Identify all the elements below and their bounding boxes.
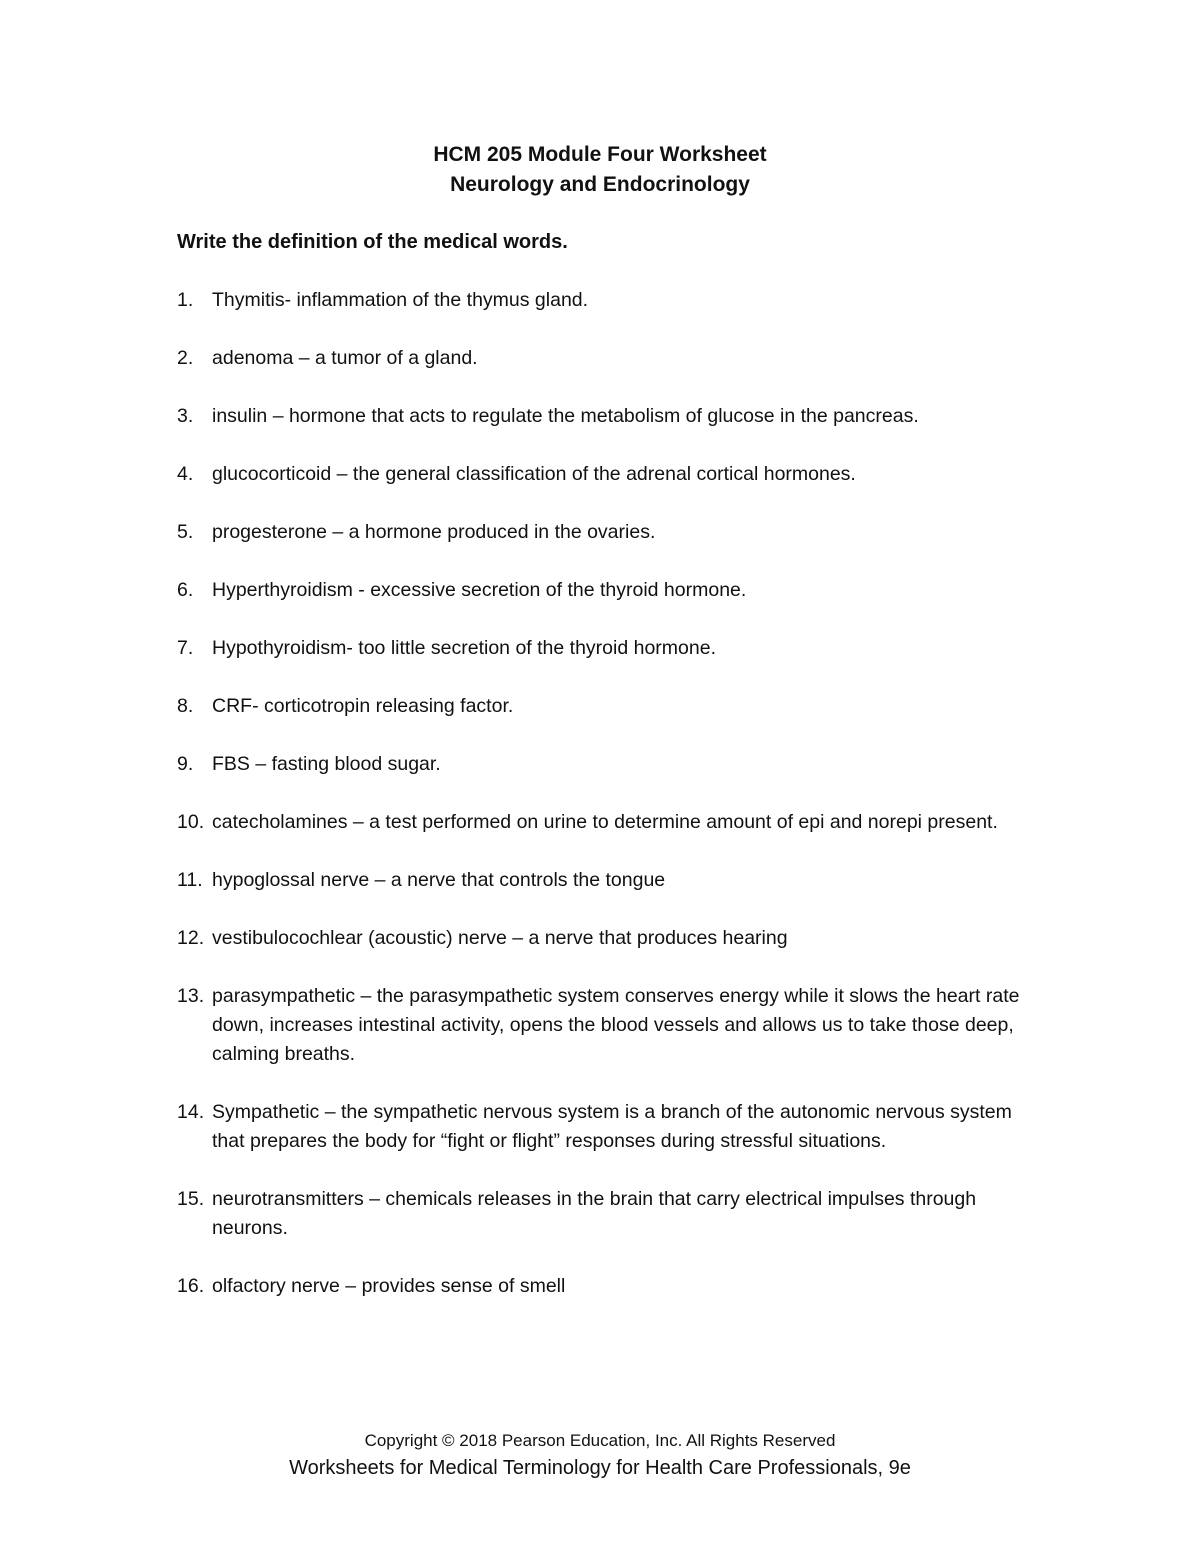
item-number: 14.: [177, 1101, 205, 1123]
item-number: 7.: [177, 637, 194, 659]
item-text: FBS – fasting blood sugar.: [212, 753, 441, 775]
list-item: [177, 808, 1047, 837]
list-item: [177, 866, 1047, 895]
item-number: 11.: [177, 869, 203, 891]
worksheet-subtitle: Neurology and Endocrinology: [450, 173, 750, 196]
item-number: 8.: [177, 695, 194, 717]
list-item: [177, 924, 1047, 953]
item-number: 16.: [177, 1275, 205, 1297]
item-number: 2.: [177, 347, 194, 369]
item-text: Sympathetic – the sympathetic nervous system is a branch of the autonomic nervous system that prepares the body for “fight or flight” responses during stressful situations.: [212, 1101, 1012, 1152]
worksheet-title: HCM 205 Module Four Worksheet: [433, 143, 767, 166]
definition-list: [177, 286, 1047, 1330]
item-text: CRF- corticotropin releasing factor.: [212, 695, 514, 717]
item-text: neurotransmitters – chemicals releases in the brain that carry electrical impulses through neurons.: [212, 1188, 977, 1239]
list-item: [177, 576, 1047, 605]
page-footer: [0, 1428, 1200, 1482]
book-title: Worksheets for Medical Terminology for Health Care Professionals, 9e: [289, 1457, 911, 1479]
item-text: parasympathetic – the parasympathetic system conserves energy while it slows the heart rate down, increases intestinal activity, opens the blood vessels and allows us to take those deep, calming breaths.: [212, 985, 1020, 1065]
item-number: 6.: [177, 579, 194, 601]
list-item: [177, 1185, 1047, 1243]
item-number: 5.: [177, 521, 194, 543]
item-text: vestibulocochlear (acoustic) nerve – a nerve that produces hearing: [212, 927, 788, 949]
item-text: Hyperthyroidism - excessive secretion of the thyroid hormone.: [212, 579, 747, 601]
item-text: Hypothyroidism- too little secretion of the thyroid hormone.: [212, 637, 716, 659]
list-item: [177, 402, 1047, 431]
list-item: [177, 634, 1047, 663]
item-text: progesterone – a hormone produced in the ovaries.: [212, 521, 656, 543]
list-item: [177, 692, 1047, 721]
item-number: 12.: [177, 927, 205, 949]
list-item: [177, 460, 1047, 489]
worksheet-header: [0, 140, 1200, 200]
list-item: [177, 1098, 1047, 1156]
item-number: 15.: [177, 1188, 205, 1210]
item-number: 9.: [177, 753, 194, 775]
item-text: glucocorticoid – the general classification of the adrenal cortical hormones.: [212, 463, 856, 485]
item-number: 1.: [177, 289, 194, 311]
item-text: insulin – hormone that acts to regulate the metabolism of glucose in the pancreas.: [212, 405, 919, 427]
instructions: Write the definition of the medical words.: [177, 231, 568, 253]
item-number: 13.: [177, 985, 205, 1007]
item-number: 4.: [177, 463, 194, 485]
list-item: [177, 982, 1047, 1069]
item-text: olfactory nerve – provides sense of smell: [212, 1275, 566, 1297]
item-text: adenoma – a tumor of a gland.: [212, 347, 478, 369]
list-item: [177, 1272, 1047, 1301]
item-text: hypoglossal nerve – a nerve that controls the tongue: [212, 869, 666, 891]
list-item: [177, 344, 1047, 373]
list-item: [177, 286, 1047, 315]
item-number: 3.: [177, 405, 194, 427]
item-text: catecholamines – a test performed on urine to determine amount of epi and norepi present.: [212, 811, 998, 833]
list-item: [177, 518, 1047, 547]
item-number: 10.: [177, 811, 205, 833]
list-item: [177, 750, 1047, 779]
item-text: Thymitis- inflammation of the thymus gland.: [212, 289, 589, 311]
copyright-notice: Copyright © 2018 Pearson Education, Inc. All Rights Reserved: [364, 1431, 836, 1450]
